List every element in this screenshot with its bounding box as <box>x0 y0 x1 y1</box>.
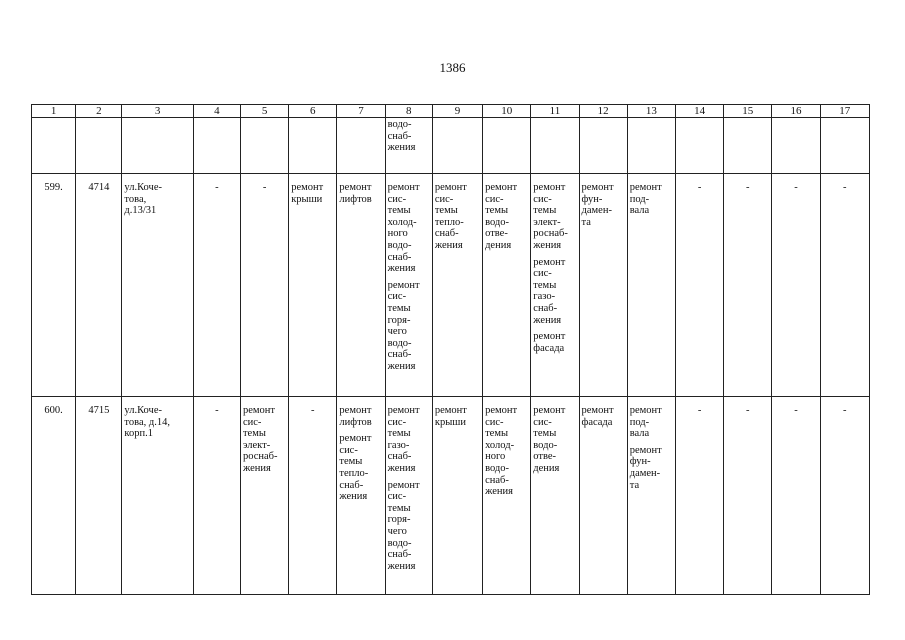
dash-mark: - <box>746 405 750 416</box>
work-item: ремонт сис- темы водо- отве- дения <box>485 182 518 251</box>
empty-cell <box>772 174 820 397</box>
work-cell <box>627 397 675 595</box>
dash-mark: - <box>215 405 219 416</box>
empty-cell <box>675 397 723 595</box>
house-code <box>76 174 122 397</box>
address-cell-text: ул.Коче- това, д.14, корп.1 <box>124 405 170 440</box>
work-item: ремонт сис- темы элект- роснаб- жения <box>533 182 568 251</box>
empty-cell <box>772 397 820 595</box>
work-cell <box>385 397 432 595</box>
dash-mark: - <box>843 405 847 416</box>
work-item: ремонт сис- темы газо- снаб- жения <box>387 405 420 474</box>
empty-cell <box>193 397 240 595</box>
column-header: 13 <box>627 105 675 118</box>
repair-table <box>31 104 870 595</box>
work-item: ремонт сис- темы тепло- снаб- жения <box>339 433 372 503</box>
empty-cell <box>240 174 288 397</box>
work-item: ремонт крыши <box>291 182 324 205</box>
work-item: ремонт сис- темы водо- отве- дения <box>533 405 566 474</box>
work-item: ремонт сис- темы холод- ного водо- снаб- жения <box>485 405 518 498</box>
dash-mark: - <box>746 182 750 193</box>
house-code-text: 4715 <box>88 405 110 416</box>
work-item: ремонт лифтов <box>339 182 372 205</box>
work-item: ремонт фун- дамен- та <box>629 444 662 491</box>
dash-mark: - <box>311 405 315 416</box>
work-item: ремонт сис- темы холод- ного водо- снаб- жения <box>387 182 420 275</box>
address-cell-text: ул.Коче- това, д.13/31 <box>124 182 162 217</box>
work-cell <box>337 174 385 397</box>
column-header: 16 <box>772 105 820 118</box>
work-cell <box>579 174 627 397</box>
work-item: ремонт сис- темы элект- роснаб- жения <box>242 405 278 474</box>
continuation-row <box>32 118 870 174</box>
table-row <box>32 174 870 397</box>
work-cell <box>627 174 675 397</box>
work-item: ремонт фун- дамен- та <box>581 182 614 228</box>
house-code-text: 4714 <box>88 182 110 193</box>
dash-mark: - <box>215 182 219 193</box>
empty-cell <box>820 397 869 595</box>
column-header: 9 <box>432 105 482 118</box>
column-header: 2 <box>76 105 122 118</box>
work-cell <box>385 174 432 397</box>
row-number <box>32 397 76 595</box>
work-item: ремонт сис- темы горя- чего водо- снаб- жения <box>387 279 420 372</box>
column-header: 6 <box>289 105 337 118</box>
work-cell <box>483 174 531 397</box>
work-item: ремонт сис- темы горя- чего водо- снаб- жения <box>387 479 420 572</box>
empty-cell <box>820 174 869 397</box>
dash-mark: - <box>843 182 847 193</box>
work-cell <box>337 397 385 595</box>
column-header: 4 <box>193 105 240 118</box>
address-cell <box>122 397 193 595</box>
continuation-cell: водо- снаб- жения <box>385 118 432 174</box>
row-number <box>32 174 76 397</box>
dash-mark: - <box>697 182 702 193</box>
dash-mark: - <box>697 405 702 416</box>
column-header: 10 <box>483 105 531 118</box>
work-item: ремонт сис- темы газо- снаб- жения <box>533 256 566 326</box>
house-code <box>76 397 122 595</box>
dash-mark: - <box>794 405 798 416</box>
work-cell <box>432 174 482 397</box>
row-number-text: 600. <box>44 405 63 416</box>
work-cell <box>289 174 337 397</box>
work-item: ремонт под- вала <box>629 405 662 440</box>
work-cell <box>531 397 579 595</box>
header-row <box>32 105 870 118</box>
column-header: 15 <box>724 105 772 118</box>
column-header: 5 <box>240 105 288 118</box>
work-item: ремонт лифтов <box>339 405 372 428</box>
work-item: ремонт сис- темы тепло- снаб- жения <box>434 182 467 251</box>
work-item: ремонт фасада <box>533 331 566 354</box>
address-cell <box>122 174 193 397</box>
work-cell <box>483 397 531 595</box>
column-header: 8 <box>385 105 432 118</box>
dash-mark: - <box>262 182 267 193</box>
empty-cell <box>289 397 337 595</box>
work-item: ремонт под- вала <box>629 182 662 217</box>
empty-cell <box>724 174 772 397</box>
page-number: 1386 <box>439 60 466 75</box>
work-cell <box>579 397 627 595</box>
empty-cell <box>193 174 240 397</box>
empty-cell <box>675 174 723 397</box>
dash-mark: - <box>794 182 798 193</box>
work-cell <box>432 397 482 595</box>
column-header: 3 <box>122 105 193 118</box>
column-header: 1 <box>32 105 76 118</box>
empty-cell <box>724 397 772 595</box>
work-item: ремонт крыши <box>434 405 467 428</box>
column-header: 12 <box>579 105 627 118</box>
column-header: 11 <box>531 105 579 118</box>
work-item: ремонт фасада <box>581 405 614 428</box>
column-header: 17 <box>820 105 869 118</box>
table-row <box>32 397 870 595</box>
column-header: 7 <box>337 105 385 118</box>
column-header: 14 <box>675 105 723 118</box>
row-number-text: 599. <box>44 182 63 193</box>
work-cell <box>531 174 579 397</box>
work-cell <box>240 397 288 595</box>
